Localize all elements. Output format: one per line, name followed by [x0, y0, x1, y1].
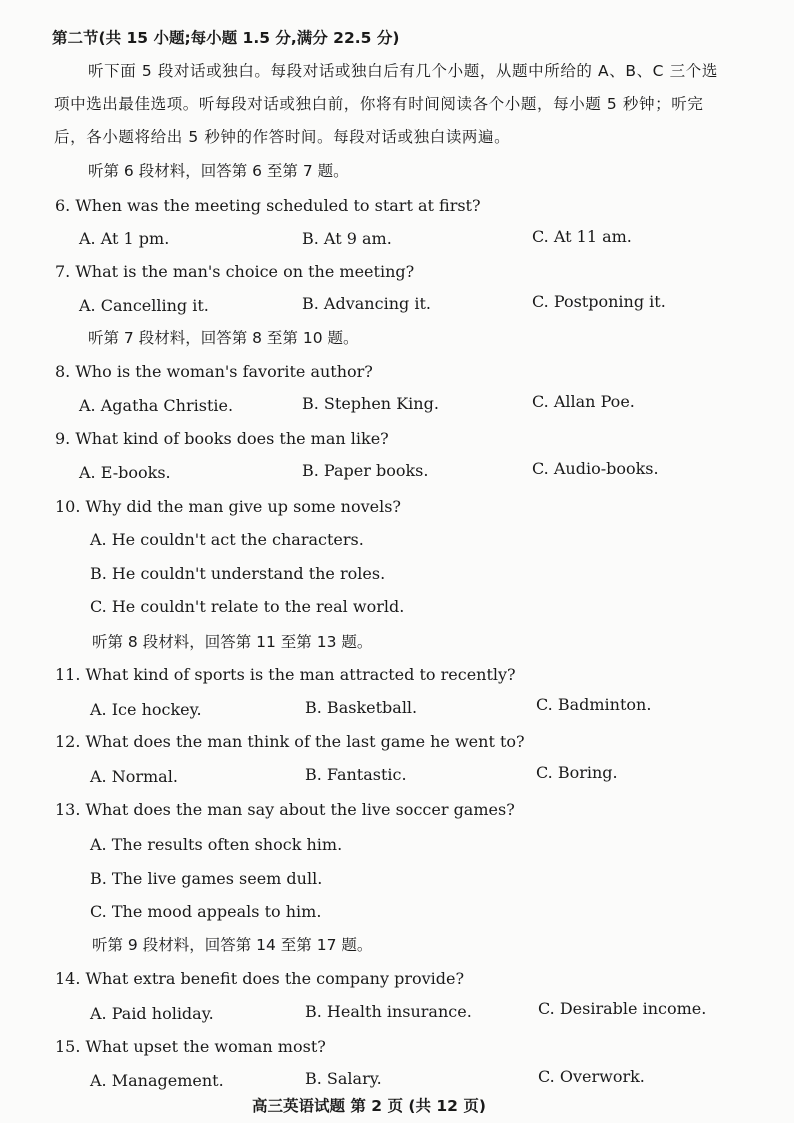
question-8-option-a: A. Agatha Christie. [79, 396, 234, 415]
question-12-stem: 12. What does the man think of the last game he went to? [55, 732, 525, 751]
intro-line-2: 项中选出最佳选项。听每段对话或独白前，你将有时间阅读各个小题，每小题 5 秒钟；听完 [54, 95, 704, 113]
page-footer: 高三英语试题 第 2 页 (共 12 页) [252, 1097, 486, 1115]
material-7-instruction: 听第 7 段材料，回答第 8 至第 10 题。 [88, 329, 359, 347]
question-14-option-c: C. Desirable income. [538, 999, 707, 1018]
question-15-option-b: B. Salary. [305, 1069, 382, 1088]
question-6-stem: 6. When was the meeting scheduled to start at first? [55, 196, 481, 215]
question-9-option-c: C. Audio-books. [532, 459, 659, 478]
question-13-stem: 13. What does the man say about the live soccer games? [55, 800, 515, 819]
question-13-option-a: A. The results often shock him. [90, 835, 343, 854]
question-8-stem: 8. Who is the woman's favorite author? [55, 362, 373, 381]
question-8-option-c: C. Allan Poe. [532, 392, 635, 411]
intro-line-3: 后，各小题将给出 5 秒钟的作答时间。每段对话或独白读两遍。 [54, 128, 511, 146]
question-12-option-c: C. Boring. [536, 763, 618, 782]
question-6-option-b: B. At 9 am. [302, 229, 392, 248]
question-15-option-c: C. Overwork. [538, 1067, 645, 1086]
material-6-instruction: 听第 6 段材料，回答第 6 至第 7 题。 [88, 162, 349, 180]
question-9-option-a: A. E-books. [79, 463, 171, 482]
question-12-option-b: B. Fantastic. [305, 765, 407, 784]
question-15-option-a: A. Management. [90, 1071, 224, 1090]
question-9-stem: 9. What kind of books does the man like? [55, 429, 389, 448]
question-13-option-b: B. The live games seem dull. [90, 869, 323, 888]
question-10-option-c: C. He couldn't relate to the real world. [90, 597, 405, 616]
question-12-option-a: A. Normal. [90, 767, 178, 786]
section-title: 第二节(共 15 小题;每小题 1.5 分,满分 22.5 分) [52, 29, 400, 47]
question-13-option-c: C. The mood appeals to him. [90, 902, 322, 921]
question-14-stem: 14. What extra benefit does the company provide? [55, 969, 465, 988]
question-15-stem: 15. What upset the woman most? [55, 1037, 326, 1056]
question-9-option-b: B. Paper books. [302, 461, 429, 480]
question-7-option-b: B. Advancing it. [302, 294, 431, 313]
question-7-stem: 7. What is the man's choice on the meeting? [55, 262, 415, 281]
question-10-stem: 10. Why did the man give up some novels? [55, 497, 401, 516]
intro-line-1: 听下面 5 段对话或独白。每段对话或独白后有几个小题，从题中所给的 A、B、C 三个选 [88, 62, 718, 80]
question-7-option-a: A. Cancelling it. [79, 296, 209, 315]
question-14-option-a: A. Paid holiday. [90, 1004, 214, 1023]
question-10-option-b: B. He couldn't understand the roles. [90, 564, 386, 583]
question-7-option-c: C. Postponing it. [532, 292, 666, 311]
question-11-option-c: C. Badminton. [536, 695, 652, 714]
question-11-stem: 11. What kind of sports is the man attracted to recently? [55, 665, 516, 684]
material-8-instruction: 听第 8 段材料，回答第 11 至第 13 题。 [92, 633, 373, 651]
question-6-option-c: C. At 11 am. [532, 227, 632, 246]
question-8-option-b: B. Stephen King. [302, 394, 439, 413]
question-14-option-b: B. Health insurance. [305, 1002, 472, 1021]
question-11-option-b: B. Basketball. [305, 698, 418, 717]
question-10-option-a: A. He couldn't act the characters. [90, 530, 364, 549]
material-9-instruction: 听第 9 段材料，回答第 14 至第 17 题。 [92, 936, 373, 954]
question-6-option-a: A. At 1 pm. [79, 229, 170, 248]
question-11-option-a: A. Ice hockey. [90, 700, 202, 719]
